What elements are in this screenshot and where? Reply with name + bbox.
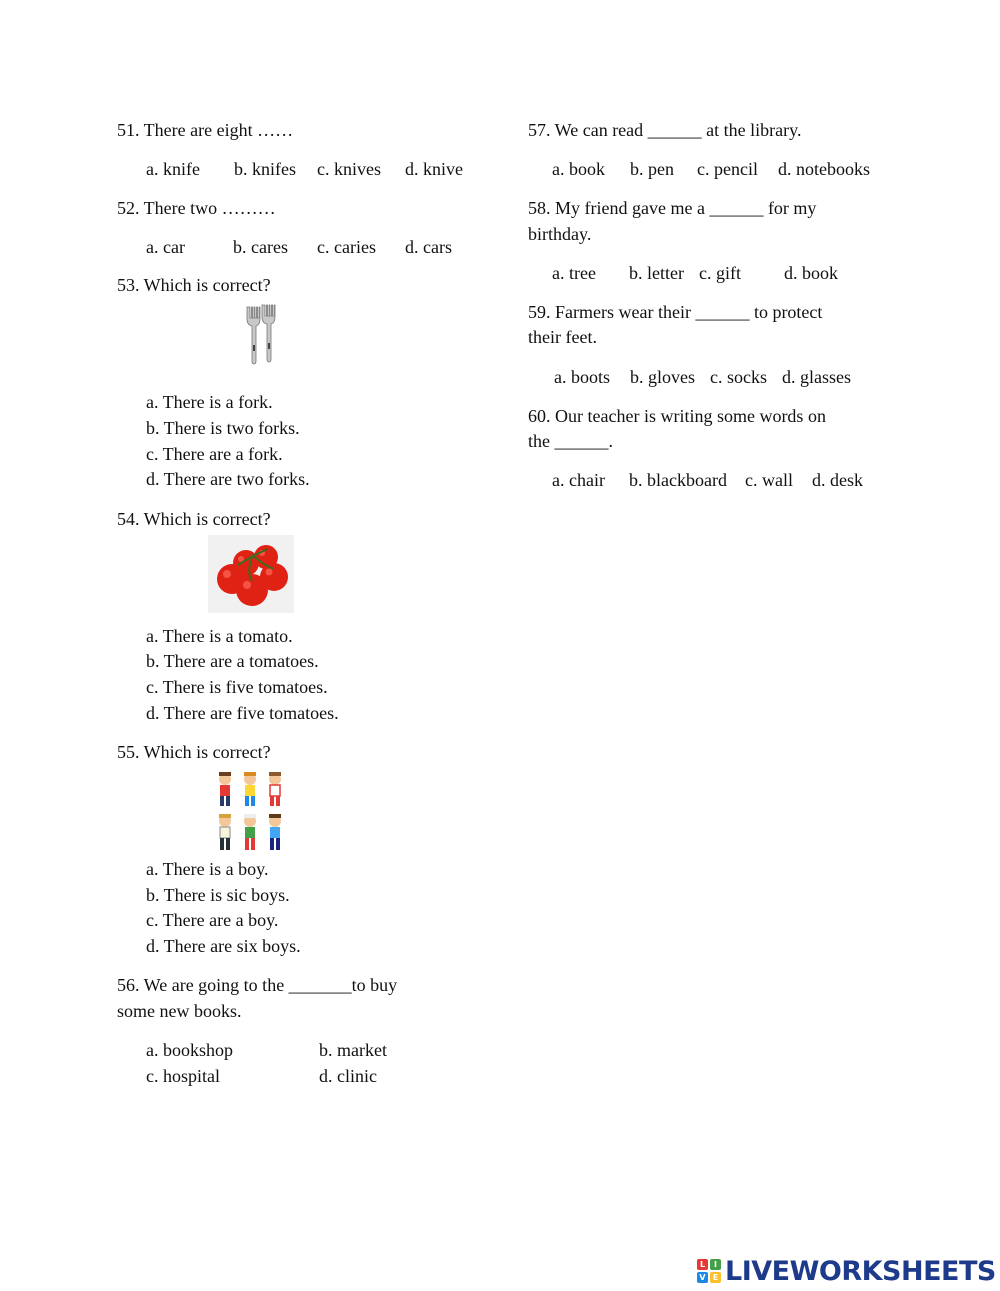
- q56-option-d[interactable]: d. clinic: [319, 1066, 377, 1086]
- tomatoes-image: [208, 535, 294, 613]
- question-60-text-line2: the ______.: [528, 431, 613, 451]
- q54-option-d[interactable]: d. There are five tomatoes.: [146, 703, 339, 723]
- logo-blocks-icon: [697, 1259, 721, 1283]
- q52-option-d[interactable]: d. cars: [405, 237, 452, 257]
- question-58-text-line1: 58. My friend gave me a ______ for my: [528, 198, 817, 218]
- q59-option-a[interactable]: a. boots: [554, 367, 610, 387]
- question-59-text-line1: 59. Farmers wear their ______ to protect: [528, 302, 823, 322]
- q54-option-b[interactable]: b. There are a tomatoes.: [146, 651, 319, 671]
- q55-option-b[interactable]: b. There is sic boys.: [146, 885, 290, 905]
- logo-block-v: V: [697, 1272, 708, 1283]
- q51-option-d[interactable]: d. knive: [405, 159, 463, 179]
- q59-option-b[interactable]: b. gloves: [630, 367, 695, 387]
- q53-option-c[interactable]: c. There are a fork.: [146, 444, 283, 464]
- q58-option-a[interactable]: a. tree: [552, 263, 596, 283]
- q53-option-b[interactable]: b. There is two forks.: [146, 418, 300, 438]
- q51-option-c[interactable]: c. knives: [317, 159, 381, 179]
- question-55-text: 55. Which is correct?: [117, 742, 271, 762]
- question-54-text: 54. Which is correct?: [117, 509, 271, 529]
- liveworksheets-logo: [697, 1255, 996, 1287]
- q52-option-a[interactable]: a. car: [146, 237, 185, 257]
- logo-block-l: L: [697, 1259, 708, 1270]
- q60-option-a[interactable]: a. chair: [552, 470, 605, 490]
- q56-option-a[interactable]: a. bookshop: [146, 1040, 233, 1060]
- q60-option-b[interactable]: b. blackboard: [629, 470, 727, 490]
- q57-option-d[interactable]: d. notebooks: [778, 159, 870, 179]
- q58-option-c[interactable]: c. gift: [699, 263, 741, 283]
- question-53-text: 53. Which is correct?: [117, 275, 271, 295]
- q56-option-b[interactable]: b. market: [319, 1040, 387, 1060]
- q60-option-c[interactable]: c. wall: [745, 470, 793, 490]
- q55-option-c[interactable]: c. There are a boy.: [146, 910, 279, 930]
- q59-option-d[interactable]: d. glasses: [782, 367, 851, 387]
- q51-option-a[interactable]: a. knife: [146, 159, 200, 179]
- q52-option-b[interactable]: b. cares: [233, 237, 288, 257]
- question-60-text-line1: 60. Our teacher is writing some words on: [528, 406, 826, 426]
- q58-option-b[interactable]: b. letter: [629, 263, 684, 283]
- logo-block-i: I: [710, 1259, 721, 1270]
- q56-option-c[interactable]: c. hospital: [146, 1066, 220, 1086]
- question-57-text: 57. We can read ______ at the library.: [528, 120, 802, 140]
- q57-option-a[interactable]: a. book: [552, 159, 605, 179]
- q55-option-d[interactable]: d. There are six boys.: [146, 936, 301, 956]
- q51-option-b[interactable]: b. knifes: [234, 159, 296, 179]
- question-56-text-line2: some new books.: [117, 1001, 242, 1021]
- q52-option-c[interactable]: c. caries: [317, 237, 376, 257]
- q57-option-c[interactable]: c. pencil: [697, 159, 758, 179]
- boys-image: [213, 770, 287, 852]
- q54-option-a[interactable]: a. There is a tomato.: [146, 626, 293, 646]
- q59-option-c[interactable]: c. socks: [710, 367, 767, 387]
- question-59-text-line2: their feet.: [528, 327, 597, 347]
- question-51-text: 51. There are eight ……: [117, 120, 294, 140]
- question-52-text: 52. There two ………: [117, 198, 276, 218]
- q58-option-d[interactable]: d. book: [784, 263, 838, 283]
- forks-image: [243, 305, 279, 365]
- q54-option-c[interactable]: c. There is five tomatoes.: [146, 677, 328, 697]
- question-56-text-line1: 56. We are going to the _______to buy: [117, 975, 398, 995]
- question-58-text-line2: birthday.: [528, 224, 592, 244]
- q53-option-d[interactable]: d. There are two forks.: [146, 469, 310, 489]
- q53-option-a[interactable]: a. There is a fork.: [146, 392, 273, 412]
- logo-block-e: E: [710, 1272, 721, 1283]
- q60-option-d[interactable]: d. desk: [812, 470, 863, 490]
- q55-option-a[interactable]: a. There is a boy.: [146, 859, 269, 879]
- logo-text: LIVEWORKSHEETS: [725, 1255, 996, 1287]
- q57-option-b[interactable]: b. pen: [630, 159, 674, 179]
